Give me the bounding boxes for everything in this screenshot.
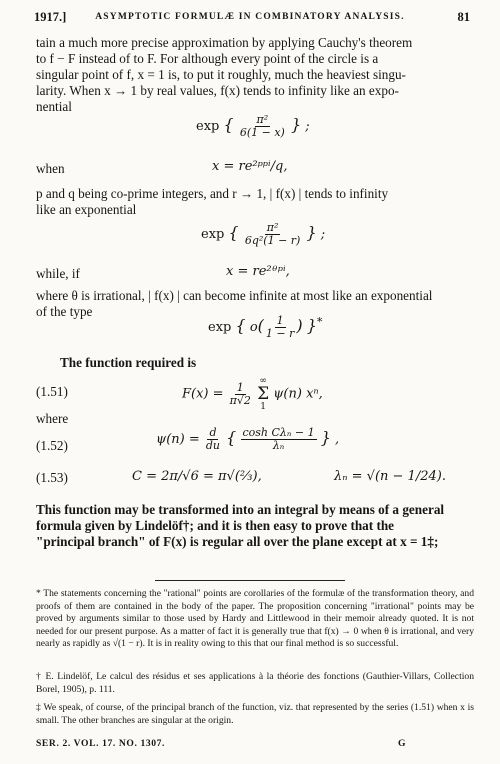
where-word: where (36, 411, 69, 426)
footer-series: SER. 2. VOL. 17. NO. 1307. (36, 738, 166, 749)
equation-1-53-rhs: λₙ = √(n − 1/24). (334, 469, 446, 484)
paragraph-4 (36, 502, 474, 550)
equation-exp-2: exp { $\frac{\text{π²}}{\text{6q²(1 − r)}}$ } ; (201, 221, 326, 247)
function-required-text: The function required is (60, 355, 197, 370)
footnote-3: ‡ We speak, of course, of the principal branch of the function, viz. that represented by the series (1.51) when x is small. The other branches are singular at the origin. (36, 702, 474, 726)
equation-1-51: F(x) = $\frac{1}{\pi√2}$ ∞ Σ 1 ψ(n) xⁿ, (182, 376, 323, 412)
header-year: 1917.] (34, 10, 67, 24)
eq151-coefficient: $\frac{1}{\pi√2}$ (229, 380, 251, 407)
para1-line2: to f − F instead of to F. For although every point of the circle is a (36, 51, 379, 66)
footer-signature: G (398, 738, 407, 749)
para4-line2: formula given by Lindelöf†; and it is then easy to prove that the (36, 518, 395, 533)
para1-line1: tain a much more precise approximation by applying Cauchy's theorem (36, 35, 413, 50)
when-word: when (36, 161, 65, 176)
footnote-rule (155, 580, 345, 581)
equation-exp-1: exp { $\frac{\text{π²}}{6(1 - x)}$ } ; (196, 113, 310, 139)
when-formula: x = re²ᵖᵖⁱ/q, (212, 159, 288, 174)
para1-line5: nential (36, 99, 72, 114)
eq152-derivative: $\frac{d}{du}$ (205, 426, 221, 452)
header-title: ASYMPTOTIC FORMULÆ IN COMBINATORY ANALYSIS. (95, 12, 405, 22)
eq2-fraction: $\frac{\text{π²}}{\text{6q²(1 − r)}}$ (244, 221, 301, 247)
while-word: while, if (36, 266, 80, 281)
eq1-fraction: $\frac{\text{π²}}{6(1 - x)}$ (239, 113, 285, 139)
footnote-1: * The statements concerning the "rational" points are corollaries of the formulæ of the transformation theory, and proofs of them are contained in the body of the paper. The proposition concerning "irrational" points may be proved by arguments similar to those used by Hardy and Littlewood in their memoir already quoted. It is not needed for our present purpose. As a matter of fact it is generally true that f(x) → 0 when θ is irrational, and very nearly as rapidly as √(1 − r). It is in reality owing to this that our final method is so successful. (36, 588, 474, 649)
paragraph-2 (36, 186, 474, 218)
para2-line2: like an exponential (36, 202, 137, 217)
eq152-cosh-fraction: $\frac{\text{cosh Cλₙ − 1}}{\text{λₙ}}$ (242, 426, 315, 452)
eq151-summation: ∞ Σ 1 (257, 376, 270, 412)
while-formula: x = re²ᶿᵖⁱ, (226, 264, 290, 279)
para3-line2: of the type (36, 304, 93, 319)
equation-exp-3: exp { o( $\frac{1}{1 - r}$ ) }* (208, 314, 323, 340)
para4-line3: "principal branch" of F(x) is regular all over the plane except at x = 1‡; (36, 534, 439, 549)
equation-1-53-lhs: C = 2π/√6 = π√(⅔), (132, 469, 262, 484)
paragraph-1 (36, 35, 474, 115)
para1-line4: larity. When x → 1 by real values, f(x) tends to infinity like an expo- (36, 83, 399, 98)
header-page-number: 81 (457, 10, 470, 24)
para3-line1: where θ is irrational, | f(x) | can become infinite at most like an exponential (36, 288, 433, 303)
eq3-fraction: $\frac{1}{1 - r}$ (265, 314, 295, 340)
eq151-label: (1.51) (36, 384, 68, 399)
para4-line1: This function may be transformed into an integral by means of a general (36, 502, 445, 517)
eq153-label: (1.53) (36, 470, 68, 485)
para1-line3: singular point of f, x = 1 is, to put it roughly, much the heaviest singu- (36, 67, 406, 82)
footnote-2: † E. Lindelöf, Le calcul des résidus et ses applications à la théorie des fonctions (Gauthier-Villars, Collection Borel, 1905), p. 111. (36, 671, 474, 695)
eq152-label: (1.52) (36, 438, 68, 453)
para2-line1: p and q being co-prime integers, and r → 1, | f(x) | tends to infinity (36, 186, 389, 201)
equation-1-52: ψ(n) = $\frac{d}{du}$ { $\frac{\text{cosh Cλₙ − 1}}{\text{λₙ}}$ } , (156, 426, 340, 452)
